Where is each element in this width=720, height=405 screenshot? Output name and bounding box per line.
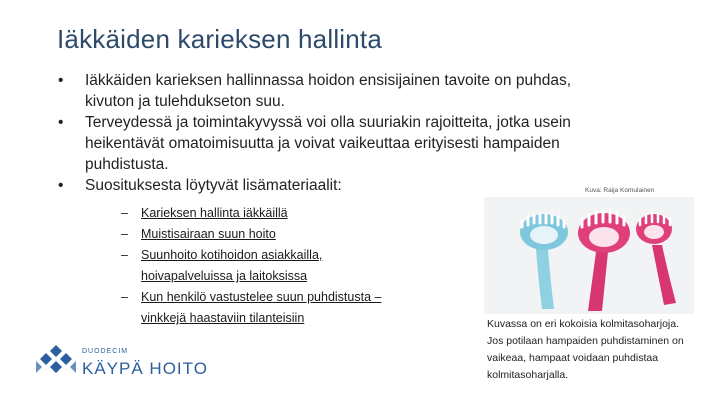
pink-toothbrush-large [578, 211, 630, 311]
bullet-item [58, 112, 603, 175]
dash-marker: – [121, 248, 128, 262]
pink-toothbrush-small [636, 213, 676, 305]
link-resisting-cleaning-tips[interactable]: Kun henkilö vastustelee suun puhdistusta – vinkkejä haastaviin tilanteisiin [141, 290, 382, 325]
link-dementia-oral-care[interactable]: Muistisairaan suun hoito [141, 227, 276, 241]
bullet-text: Suosituksesta löytyvät lisämateriaalit: [85, 177, 342, 194]
photo-caption: Kuvassa on eri kokoisia kolmitasoharjoja. Jos potilaan hampaiden puhdistaminen on vaikeaa, hampaat voidaan puhdistaa kolmitasoharjalla. [487, 318, 684, 381]
dash-marker: – [121, 227, 128, 241]
photo-credit: Kuva: Raija Komulainen [585, 187, 655, 194]
toothbrush-illustration [484, 197, 694, 314]
bullet-text: Iäkkäiden karieksen hallinnassa hoidon ensisijainen tavoite on puhdas, kivuton ja tulehdukseton suu. [85, 72, 571, 110]
bullet-text: Terveydessä ja toimintakyvyssä voi olla suuriakin rajoitteita, jotka usein heikentävät omatoimisuutta ja voivat vaikeuttaa erityisesti hampaiden puhdistusta. [85, 114, 571, 173]
link-item [112, 203, 402, 224]
materials-link-list [85, 203, 402, 329]
logo-kaypa-hoito-text: KÄYPÄ HOITO [82, 359, 208, 378]
dash-marker: – [121, 206, 128, 220]
link-item [112, 245, 402, 287]
link-item [112, 287, 402, 329]
bullet-marker: • [58, 114, 64, 131]
link-item [112, 224, 402, 245]
toothbrush-photo [484, 197, 694, 314]
logo-duodecim-text: DUODECIM [82, 348, 129, 355]
bullet-marker: • [58, 72, 64, 89]
link-home-care-oral-hygiene[interactable]: Suunhoito kotihoidon asiakkailla, hoivapalveluissa ja laitoksissa [141, 248, 323, 283]
bullet-item [58, 70, 603, 112]
slide-title: Iäkkäiden karieksen hallinta [57, 24, 383, 54]
dash-marker: – [121, 290, 128, 304]
blue-toothbrush [520, 214, 568, 309]
link-caries-management-elderly[interactable]: Karieksen hallinta iäkkäillä [141, 206, 288, 220]
bullet-marker: • [58, 177, 64, 194]
